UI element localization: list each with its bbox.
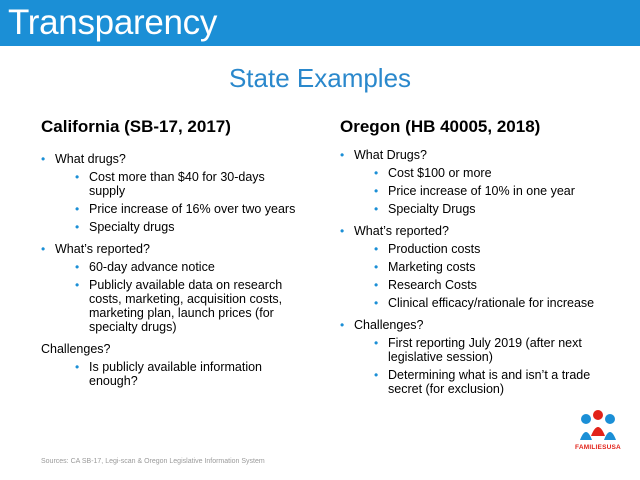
bullet-icon: • [340,318,345,332]
bullet-text: 60-day advance notice [89,260,215,274]
bullet-item [41,152,303,166]
sub-bullet-item [340,260,612,274]
bullet-icon: • [374,184,379,198]
sub-bullet-item [340,202,612,216]
bullet-text: Cost more than $40 for 30-days supply [89,170,265,198]
bullet-text: Cost $100 or more [388,166,492,180]
oregon-reported-group [340,224,612,310]
oregon-challenges-group [340,318,612,396]
bullet-icon: • [75,360,80,374]
sub-bullet-item [41,260,303,274]
bullet-text: Clinical efficacy/rationale for increase [388,296,595,310]
california-column [41,116,303,396]
bullet-text: Publicly available data on research costs, marketing, acquisition costs, marketing plan, launch prices (for specialty drugs) [89,278,283,334]
bullet-text: Production costs [388,242,481,256]
bullet-icon: • [75,220,80,234]
bullet-icon: • [374,242,379,256]
source-note: Sources: CA SB-17, Legi-scan & Oregon Legislative Information System [41,458,265,465]
title-bar [0,0,640,46]
sub-bullet-item [41,170,303,198]
bullet-item [340,148,612,162]
bullet-icon: • [340,224,345,238]
bullet-item [41,342,303,356]
sub-bullet-item [340,368,612,396]
california-drugs-group [41,152,303,234]
california-reported-group [41,242,303,334]
bullet-item [41,242,303,256]
bullet-text: Marketing costs [388,260,476,274]
bullet-icon: • [75,278,80,292]
sub-bullet-item [41,202,303,216]
bullet-icon: • [374,260,379,274]
bullet-text: Price increase of 10% in one year [388,184,575,198]
sub-bullet-item [340,166,612,180]
bullet-text: What’s reported? [354,224,449,238]
bullet-text: Is publicly available information enough? [89,360,263,388]
bullet-text: What Drugs? [354,148,427,162]
bullet-icon: • [41,242,46,256]
bullet-icon: • [374,278,379,292]
bullet-text: Specialty drugs [89,220,175,234]
sub-bullet-item [41,278,303,334]
sub-bullet-item [340,296,612,310]
oregon-heading: Oregon (HB 40005, 2018) [340,117,541,136]
slide-title: Transparency [8,3,218,42]
bullet-icon: • [374,296,379,310]
bullet-item [340,318,612,332]
bullet-icon: • [75,170,80,184]
california-challenges-group [41,342,303,388]
bullet-text: Determining what is and isn’t a trade secret (for exclusion) [388,368,591,396]
bullet-icon: • [75,260,80,274]
sub-bullet-item [41,220,303,234]
bullet-text: Challenges? [354,318,424,332]
bullet-icon: • [75,202,80,216]
bullet-text: Price increase of 16% over two years [89,202,296,216]
bullet-item [340,224,612,238]
sub-bullet-item [340,184,612,198]
bullet-icon: • [374,202,379,216]
sub-bullet-item [340,336,612,364]
bullet-text: Specialty Drugs [388,202,476,216]
sub-bullet-item [340,242,612,256]
sub-bullet-item [41,360,303,388]
bullet-text: Research Costs [388,278,477,292]
oregon-drugs-group [340,148,612,216]
california-heading: California (SB-17, 2017) [41,117,231,136]
logo-text: FAMILIESUSA [575,444,621,451]
bullet-text: First reporting July 2019 (after next legislative session) [388,336,582,364]
bullet-text: What’s reported? [55,242,150,256]
bullet-icon: • [41,152,46,166]
sub-bullet-item [340,278,612,292]
slide-subtitle: State Examples [228,63,412,93]
bullet-icon: • [374,166,379,180]
bullet-text: What drugs? [55,152,126,166]
bullet-text: Challenges? [41,342,111,356]
oregon-column [340,116,612,404]
bullet-icon: • [374,336,379,350]
bullet-icon: • [340,148,345,162]
bullet-icon: • [374,368,379,382]
